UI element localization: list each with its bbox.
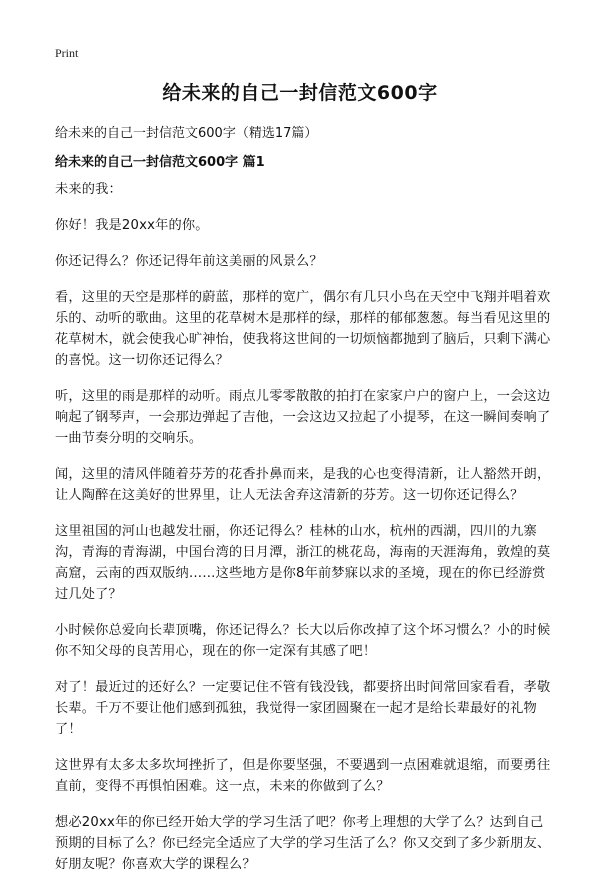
paragraph: 对了！最近过的还好么？一定要记住不管有钱没钱，都要挤出时间常回家看看，孝敬长辈。千万不要让他们感到孤独，我觉得一家团圆聚在一起才是给长辈最好的礼物了！ xyxy=(55,680,551,737)
paragraph: 听，这里的雨是那样的动听。雨点儿零零散散的拍打在家家户户的窗户上，一会这边响起了钢琴声，一会那边弹起了吉他，一会这边又拉起了小提琴，在这一瞬间奏响了一曲节奏分明的交响乐。 xyxy=(55,389,551,446)
paragraph: 未来的我： xyxy=(55,182,122,197)
paragraph: 你好！我是20xx年的你。 xyxy=(55,218,209,233)
print-link[interactable]: Print xyxy=(55,46,79,60)
paragraph: 你还记得么？你还记得年前这美丽的风景么？ xyxy=(55,254,323,269)
paragraph: 看，这里的天空是那样的蔚蓝，那样的宽广，偶尔有几只小鸟在天空中飞翔并唱着欢乐的、动听的歌曲。这里的花草树木是那样的绿，那样的郁郁葱葱。每当看见这里的花草树木，就会使我心旷神怡，使我将这世间的一切烦恼都抛到了脑后，只剩下满心的喜悦。这一切你还记得么？ xyxy=(55,290,551,368)
document-subtitle: 给未来的自己一封信范文600字（精选17篇） xyxy=(55,126,318,141)
paragraph: 这里祖国的河山也越发壮丽，你还记得么？桂林的山水，杭州的西湖，四川的九寨沟，青海的青海湖，中国台湾的日月潭，浙江的桃花岛，海南的天涯海角，敦煌的莫高窟，云南的西双版纳……这些地方是你8年前梦寐以求的圣境，现在的你已经游赏过几处了？ xyxy=(55,524,551,602)
page-title: 给未来的自己一封信范文600字 xyxy=(162,82,438,104)
paragraph: 这世界有太多太多坎坷挫折了，但是你要坚强，不要遇到一点困难就退缩，而要勇往直前，变得不再惧怕困难。这一点，未来的你做到了么？ xyxy=(55,758,551,794)
paragraph: 闻，这里的清风伴随着芬芳的花香扑鼻而来，是我的心也变得清新，让人豁然开朗，让人陶醉在这美好的世界里，让人无法舍弃这清新的芬芳。这一切你还记得么？ xyxy=(55,467,551,503)
paragraph: 想必20xx年的你已经开始大学的学习生活了吧？你考上理想的大学了么？达到自己预期的目标了么？你已经完全适应了大学的学习生活了么？你又交到了多少新朋友、好朋友呢？你喜欢大学的课程么？ xyxy=(55,815,551,872)
letter-body xyxy=(55,179,555,890)
paragraph: 小时候你总爱向长辈顶嘴，你还记得么？长大以后你改掉了这个坏习惯么？小的时候你不知父母的良苦用心，现在的你一定深有其感了吧！ xyxy=(55,623,551,659)
section-heading: 给未来的自己一封信范文600字 篇1 xyxy=(55,155,265,170)
